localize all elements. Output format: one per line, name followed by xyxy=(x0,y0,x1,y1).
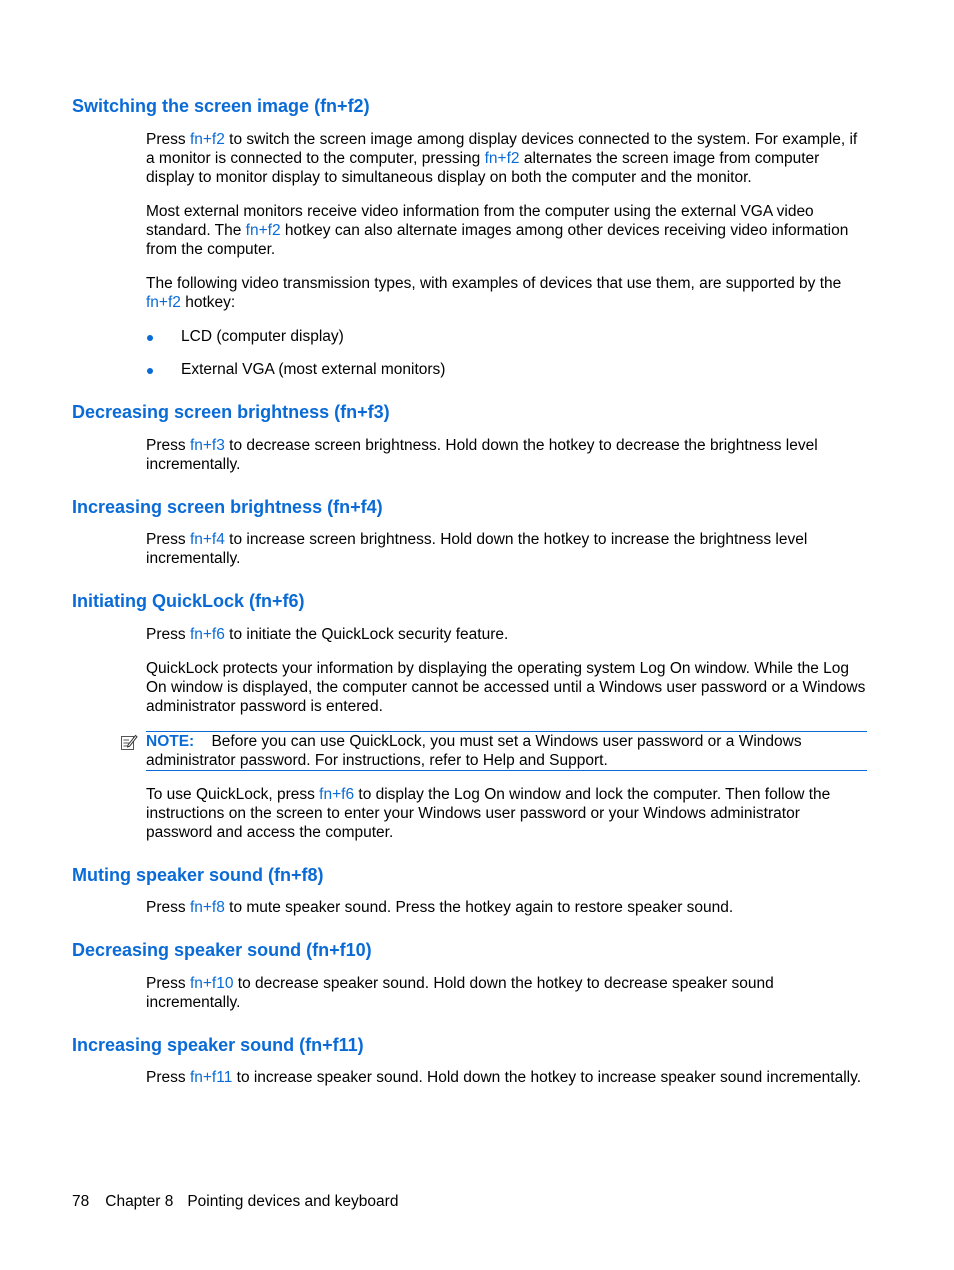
page-number: 78 xyxy=(72,1193,90,1210)
chapter-label: Chapter 8 xyxy=(105,1193,174,1210)
paragraph: Press fn+f11 to increase speaker sound. Hold down the hotkey to increase speaker sound incrementally. xyxy=(146,1069,862,1086)
paragraph: Press fn+f2 to switch the screen image among display devices connected to the system. For example, if a monitor is connected to the computer, pressing fn+f2 alternates the screen image from computer display to monitor display to simultaneous display on both the computer and the monitor. xyxy=(146,131,858,186)
paragraph: The following video transmission types, with examples of devices that use them, are supported by the fn+f2 hotkey: xyxy=(146,275,842,311)
paragraph: Most external monitors receive video information from the computer using the external VGA video standard. The fn+f2 hotkey can also alternate images among other devices receiving video information from the computer. xyxy=(146,203,849,258)
note-label: NOTE: xyxy=(146,733,195,750)
note-icon xyxy=(120,733,138,751)
chapter-title: Pointing devices and keyboard xyxy=(187,1193,399,1210)
document-page: Switching the screen image (fn+f2) Press fn+f2 to switch the screen image among display devices connected to the system. For example, if a monitor is connected to the computer, pressing fn+f2 alternates the screen image from computer display to monitor display to simultaneous display on both the computer and the monitor. Most external monitors receive video information from the computer using the external VGA video standard. The fn+f2 hotkey can also alternate images among other devices receiving video information from the computer. The following video transmission types, with examples of devices that use them, are supported by the fn+f2 hotkey: LCD (computer display) External VGA (most external monitors) Decreasing screen brightness (fn+f3) Press fn+f3 to decrease screen brightness. Hold down the hotkey to decrease the brightness level incrementally. Increasing screen brightness (fn+f4) Press fn+f4 to increase screen brightness. Hold down the hotkey to increase the brightness level incrementally. Initiating QuickLock (fn+f6) Press fn+f6 to initiate the QuickLock security feature. QuickLock protects your information by displaying the operating system Log On window. While the Log On window is displayed, the computer cannot be accessed until a Windows user password or a Windows administrator password is entered. NOTE: Before you can use QuickLock, you must set a Windows user password or a Windows administrator password. For instructions, refer to Help and Support. To use QuickLock, press fn+f6 to display the Log On window and lock the computer. Then follow the instructions on the screen to enter your Windows user password or your Windows administrator password and access the computer. Muting speaker sound (fn+f8) Press fn+f8 to mute speaker sound. Press the hotkey again to restore speaker sound. Decreasing speaker sound (fn+f10) Press fn+f10 to decrease speaker sound. Hold down the hotkey to decrease speaker sound incrementally. Increasing speaker sound (fn+f11) Press fn+f11 to increase speaker sound. Hold down the hotkey to increase speaker sound incrementally. 78 Chapter 8 Pointing devices and keyboard xyxy=(0,0,954,1270)
hotkey: fn+f4 xyxy=(189,531,225,548)
paragraph: Press fn+f4 to increase screen brightness. Hold down the hotkey to increase the brightness level incrementally. xyxy=(146,531,808,567)
hotkey: fn+f2 xyxy=(189,131,225,148)
bullet-icon xyxy=(147,335,153,341)
note-box xyxy=(146,731,867,771)
page-footer xyxy=(72,1192,414,1211)
heading-muting-speaker-sound: Muting speaker sound (fn+f8) xyxy=(72,865,324,885)
hotkey: fn+f2 xyxy=(484,150,520,167)
paragraph: To use QuickLock, press fn+f6 to display the Log On window and lock the computer. Then follow the instructions on the screen to enter your Windows user password or your Windows administrator password and access the computer. xyxy=(146,786,831,841)
note-text: Before you can use QuickLock, you must set a Windows user password or a Windows administrator password. For instructions, refer to Help and Support. xyxy=(146,733,802,769)
hotkey: fn+f10 xyxy=(189,975,234,992)
hotkey: fn+f3 xyxy=(189,437,225,454)
heading-increasing-screen-brightness: Increasing screen brightness (fn+f4) xyxy=(72,497,383,517)
heading-decreasing-screen-brightness: Decreasing screen brightness (fn+f3) xyxy=(72,402,390,422)
bullet-icon xyxy=(147,368,153,374)
hotkey: fn+f2 xyxy=(146,294,181,311)
heading-decreasing-speaker-sound: Decreasing speaker sound (fn+f10) xyxy=(72,940,372,960)
hotkey: fn+f8 xyxy=(189,899,225,916)
heading-increasing-speaker-sound: Increasing speaker sound (fn+f11) xyxy=(72,1035,364,1055)
heading-switching-screen-image: Switching the screen image (fn+f2) xyxy=(72,96,370,116)
hotkey: fn+f11 xyxy=(189,1069,233,1086)
hotkey: fn+f6 xyxy=(189,626,225,643)
paragraph: Press fn+f6 to initiate the QuickLock security feature. xyxy=(146,626,509,643)
hotkey: fn+f2 xyxy=(245,222,281,239)
paragraph: Press fn+f8 to mute speaker sound. Press the hotkey again to restore speaker sound. xyxy=(146,899,734,916)
hotkey: fn+f6 xyxy=(319,786,355,803)
paragraph: Press fn+f10 to decrease speaker sound. Hold down the hotkey to decrease speaker sound incrementally. xyxy=(146,975,774,1011)
heading-initiating-quicklock: Initiating QuickLock (fn+f6) xyxy=(72,591,305,611)
paragraph: Press fn+f3 to decrease screen brightness. Hold down the hotkey to decrease the brightness level incrementally. xyxy=(146,437,818,473)
paragraph: QuickLock protects your information by displaying the operating system Log On window. While the Log On window is displayed, the computer cannot be accessed until a Windows user password or a Windows administrator password is entered. xyxy=(146,660,866,715)
